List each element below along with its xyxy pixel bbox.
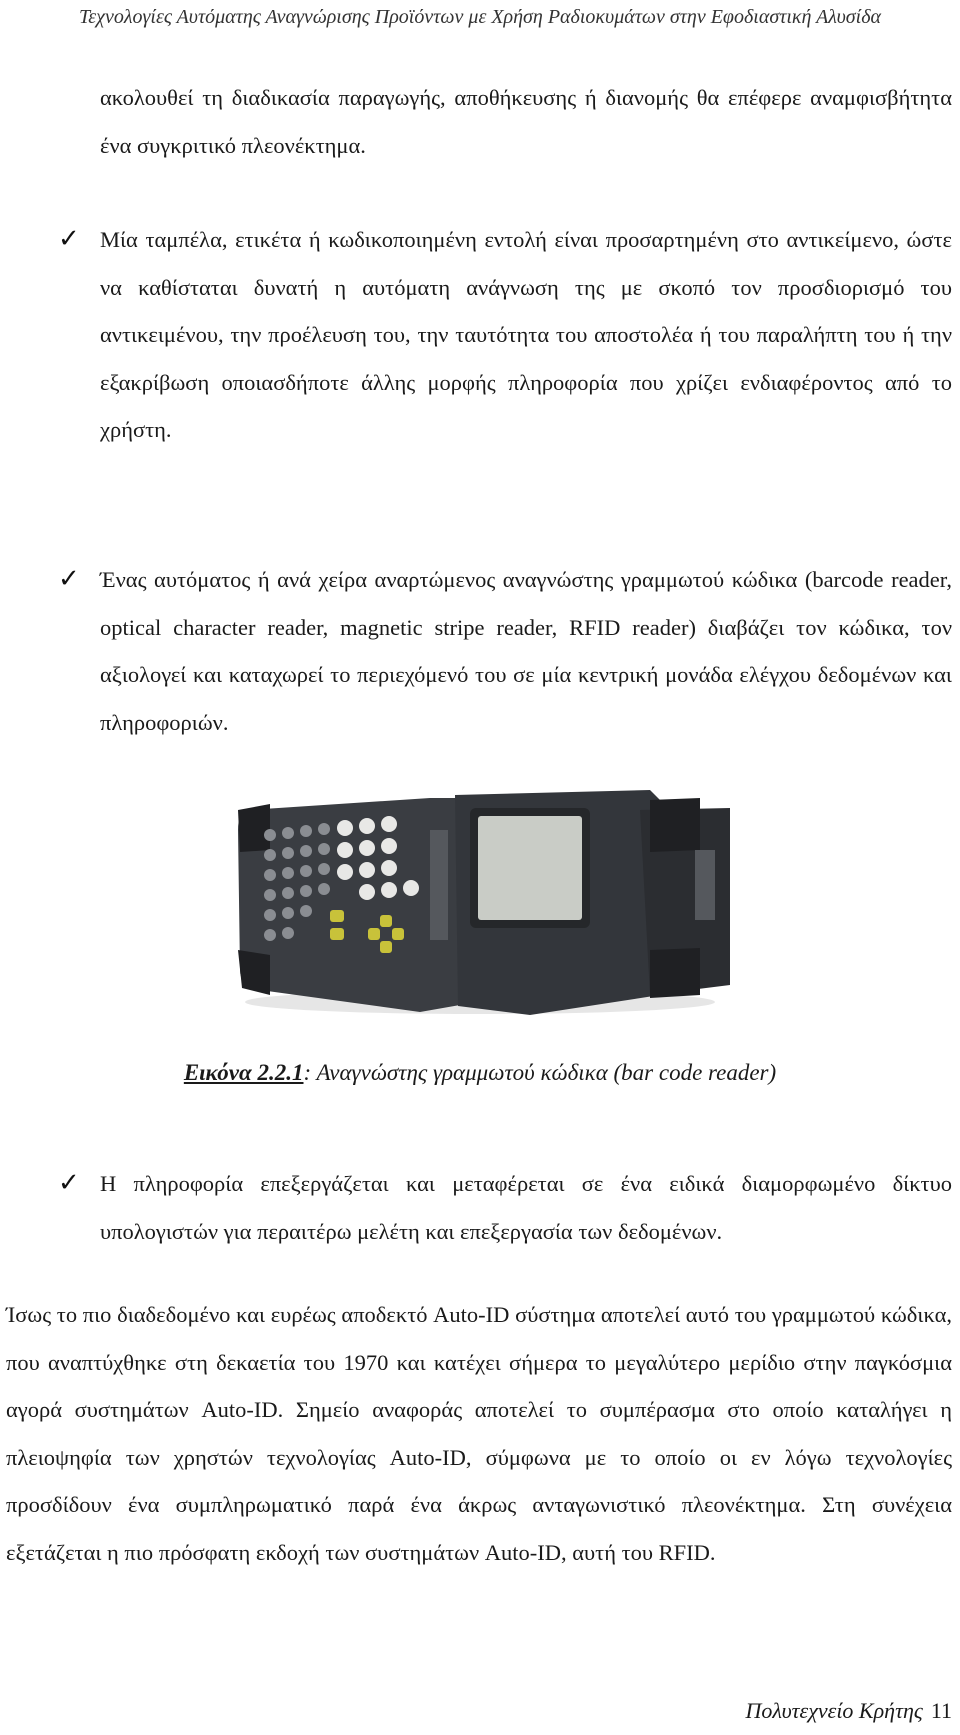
bullet-text: Μία ταμπέλα, ετικέτα ή κωδικοποιημένη εντολή είναι προσαρτημένη στο αντικείμενο, ώστε να καθίσταται δυνατή η αυτόματη ανάγνωση της με σκοπό τον προσδιορισμό του αντικειμένου, την προέλευση του, την ταυτότητα του αποστολέα ή του παραλήπτη του ή την εξακρίβωση οποιασδήποτε άλλης μορφής πληροφορία που χρίζει ενδιαφέροντος από το χρήστη. [100, 227, 952, 442]
figure-label: Εικόνα 2.2.1 [183, 1060, 304, 1085]
footer-institution: Πολυτεχνείο Κρήτης [745, 1698, 923, 1723]
figure-caption-text: : Αναγνώστης γραμμωτού κώδικα (bar code reader) [303, 1060, 777, 1085]
figure-caption [0, 1060, 960, 1086]
page-footer [746, 1698, 952, 1724]
barcode-reader-image [230, 790, 730, 1020]
bullet-text: Ένας αυτόματος ή ανά χείρα αναρτώμενος αναγνώστης γραμμωτού κώδικα (barcode reader, optical character reader, magnetic stripe reader, RFID reader) διαβάζει τον κώδικα, τον αξιολογεί και καταχωρεί το περιεχόμενό του σε μία κεντρική μονάδα ελέγχου δεδομένων και πληροφοριών. [100, 567, 952, 735]
running-header: Τεχνολογίες Αυτόματης Αναγνώρισης Προϊόντων με Χρήση Ραδιοκυμάτων στην Εφοδιαστική Αλυσίδα [78, 6, 882, 28]
checkmark-icon: ✓ [58, 224, 80, 254]
bullet-item [58, 1160, 952, 1255]
page-number: 11 [930, 1698, 952, 1723]
bullet-item [58, 556, 952, 746]
bullet-text: Η πληροφορία επεξεργάζεται και μεταφέρεται σε ένα ειδικά διαμορφωμένο δίκτυο υπολογιστών για περαιτέρω μελέτη και επεξεργασία των δεδομένων. [100, 1171, 952, 1244]
checkmark-icon: ✓ [58, 564, 80, 594]
continuation-paragraph: ακολουθεί τη διαδικασία παραγωγής, αποθήκευσης ή διανομής θα επέφερε αναμφισβήτητα ένα συγκριτικό πλεονέκτημα. [100, 85, 952, 158]
checkmark-icon: ✓ [58, 1168, 80, 1198]
bullet-item [58, 216, 952, 454]
body-paragraph: Ίσως το πιο διαδεδομένο και ευρέως αποδεκτό Auto-ID σύστημα αποτελεί αυτό του γραμμωτού κώδικα, που αναπτύχθηκε στη δεκαετία του 1970 και κατέχει σήμερα το μεγαλύτερο μερίδιο στην παγκόσμια αγορά συστημάτων Auto-ID. Σημείο αναφοράς αποτελεί το συμπέρασμα στο οποίο καταλήγει η πλειοψηφία των χρηστών τεχνολογίας Auto-ID, σύμφωνα με το οποίο οι εν λόγω τεχνολογίες προσδίδουν ένα συμπληρωματικό παρά ένα άκρως ανταγωνιστικό πλεονέκτημα. Στη συνέχεια εξετάζεται η πιο πρόσφατη εκδοχή των συστημάτων Auto-ID, αυτή του RFID. [6, 1302, 952, 1565]
